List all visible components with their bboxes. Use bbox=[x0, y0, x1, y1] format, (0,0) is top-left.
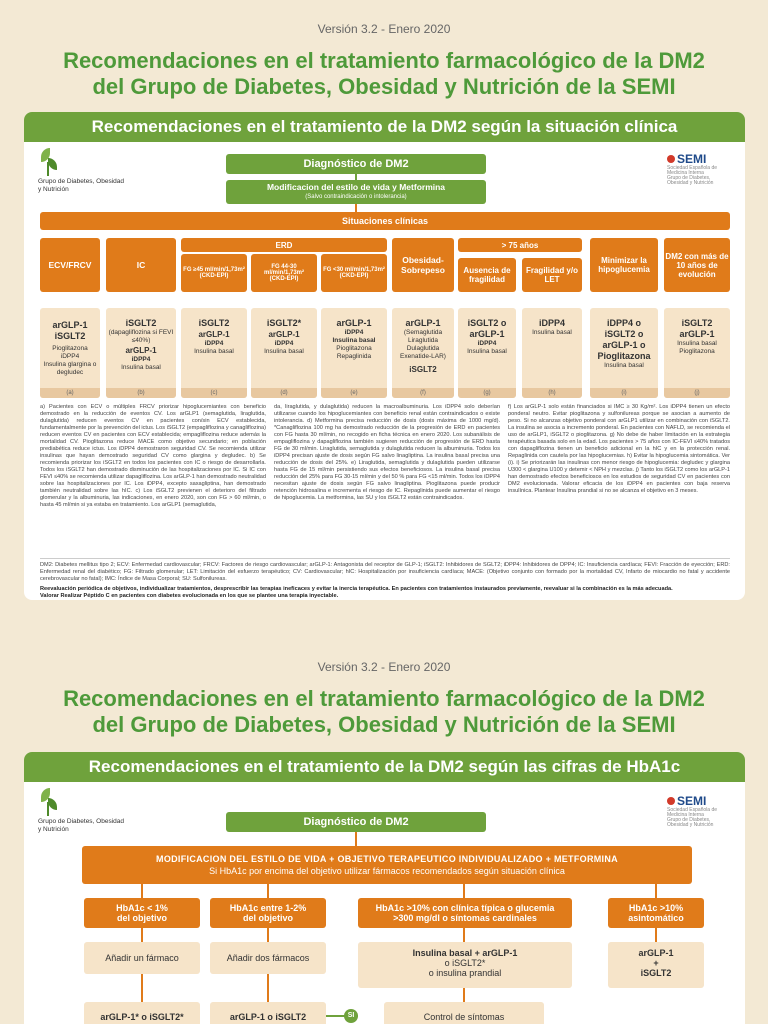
rec-line: Insulina basal bbox=[264, 348, 304, 355]
rec-box-fg44 bbox=[251, 308, 317, 398]
fg30-label: FG <30 ml/min/1,73m² bbox=[323, 267, 385, 273]
rec-line: iSGLT2 o bbox=[604, 329, 644, 339]
connector bbox=[355, 832, 357, 846]
rec-line: (dapagliflozina si FEVI ≤40%) bbox=[108, 329, 174, 344]
main-title-line2: del Grupo de Diabetes, Obesidad y Nutrición de la SEMI bbox=[92, 74, 676, 99]
notes-col3: f) Los arGLP-1 solo están financiados si IMC ≥ 30 Kg/m². Los iDPP4 tienen un efecto ponderal neutro. Evitar pioglitazona y sulfonilureas porque se asocian a aumento de peso. Si no alcanzas objetivo ponderal con arGLP1 utilizar en combinación con iSGLT2. La insulina se asocia a incremento ponderal. En pacientes con NAFLD, se recomienda el uso de arGLP1, iSGLT2 o pioglitazona. g) No debe de haber limitación en la estrategia terapéutica basada solo en la edad. Los pacientes > 75 años con IC-FEVI ≤40% tratados con dapagliflozina tienen un beneficio adicional en la hIC y en la protección renal. Repaglinida con cautela por las hipoglucemias. h) Evitar la hipoglucemia sintomática. Ver (i). i) Se priorizarán las insulinas con menor riesgo de hipoglucemia: degludec y glargina U300 < glargina U100 y detemir < NPH y mezclas. j) Tanto los iSGLT2 como los arGLP-1 han demostrado efectos beneficiosos en los estudios de seguridad CV en pacientes con DM2 evolucionada. Valorar eficacia de los iDPP4 en pacientes con baja reserva insulínica. Plantear Insulina prandial si no se alcanza el objetivo en 3 meses. bbox=[508, 404, 730, 494]
col-head-ecv: ECV/FRCV bbox=[40, 238, 100, 292]
semi-word-2: SEMI bbox=[677, 794, 707, 808]
rec-box-fg30 bbox=[321, 308, 387, 398]
rec-line: iDPP4 bbox=[204, 340, 224, 347]
rec-footnote: (h) bbox=[522, 388, 582, 398]
rec-line: Insulina basal bbox=[121, 364, 161, 371]
connector bbox=[463, 988, 465, 1002]
col-head-frailty: Fragilidad y/o LET bbox=[522, 258, 582, 292]
hba1c-gt10-asym-box bbox=[608, 898, 704, 928]
rec-line: Insulina glargina o degludec bbox=[43, 361, 97, 376]
closing-note-2: Valorar Realizar Péptido C en pacientes con diabetes evolucionada en los que se plantee una terapia inyectable. bbox=[40, 593, 339, 599]
rec-line: arGLP-1 bbox=[52, 320, 88, 330]
semi-sub1-2: Sociedad Española de Medicina Interna bbox=[667, 807, 718, 818]
lifestyle-box-2 bbox=[82, 846, 692, 884]
right-l1: arGLP-1 bbox=[638, 948, 674, 958]
notes-col1: a) Pacientes con ECV o múltiples FRCV priorizar hipoglucemiantes con beneficio demostrado en la reducción de eventos CV. Los arGLP1 (semaglutida, liraglutida, dulaglutida) reducen eventos CV en pacientes con/sin ECV establecida, fundamentalmente por la prevención del ictus. Los iSGLT2 (empagliflozina y canagliflozina) reducen eventos CV en pacientes con ECV establecida; empagliflozina reduce además la mortalidad CV. Pioglitazona reduce MACE como objetivo secundario; en población prediabética reduce ictus. Los iDPP4 demostraron seguridad CV. Se recomienda utilizar insulinas que hayan demostrado seguridad CV como glargina y degludec. b) Se recomienda priorizar los iSGLT2 en todos los pacientes con IC o riesgo de desarrollarla. Todos los iSGLT2 han demostrado disminución de las hospitalizaciones por IC. Si IC con FEVI ≤40% se recomienda utilizar dapagliflozina. Los arGLP-1 han demostrado neutralidad sobre las hospitalizaciones por IC. Los iDPP4, excepto saxagliptina, han demostrado también neutralidad sobre las hIC. c) Los iSGLT2 previenen el deterioro del filtrado glomerular y la albuminuria, las indicaciones, en enero 2020, son con FG > 60 ml/min, o hasta 45 ml/min si ya estaba en tratamiento. Los arGLP1 (semaglutida, bbox=[40, 404, 266, 508]
glp1-sglt2-box bbox=[608, 942, 704, 988]
rec-line: iSGLT2* bbox=[266, 318, 302, 328]
rec-box-ecv bbox=[40, 308, 100, 398]
connector bbox=[141, 884, 143, 898]
rec-box-dm2-10y bbox=[664, 308, 730, 398]
col-head-fg45 bbox=[181, 254, 247, 292]
leaf-icon bbox=[38, 788, 60, 816]
rec-box-hypoglycemia bbox=[590, 308, 658, 398]
connector bbox=[463, 884, 465, 898]
rec-box-obesity bbox=[392, 308, 454, 398]
rec-line: iDPP4 o bbox=[606, 318, 641, 328]
lifestyle-sub: (Salvo contraindicación o intolerancia) bbox=[305, 194, 407, 200]
semi-sub2-2: Grupo de Diabetes, Obesidad y Nutrición bbox=[667, 817, 714, 828]
fg44-label: FG 44-30 ml/min/1,73m² bbox=[263, 264, 304, 276]
rec-line: Repaglinida bbox=[336, 353, 372, 360]
hba1c-gt10a-l2: asintomático bbox=[628, 913, 684, 923]
insulin-l2: o iSGLT2* bbox=[444, 958, 486, 968]
rec-line: iDPP4 bbox=[538, 318, 565, 328]
rec-line: arGLP-1 bbox=[268, 330, 300, 339]
col-head-hypoglycemia: Minimizar la hipoglucemia bbox=[590, 238, 658, 292]
rec-line: iSGLT2 o bbox=[467, 318, 507, 328]
connector bbox=[463, 928, 465, 942]
rec-line: arGLP-1 bbox=[679, 329, 715, 339]
rec-box-no-frailty bbox=[458, 308, 516, 398]
connector bbox=[267, 928, 269, 942]
gdon-logo bbox=[38, 148, 128, 194]
col-head-dm2-10y: DM2 con más de 10 años de evolución bbox=[664, 238, 730, 292]
connector bbox=[355, 204, 357, 212]
main-title-2-line2: del Grupo de Diabetes, Obesidad y Nutrición de la SEMI bbox=[92, 712, 676, 737]
rec-box-fg45 bbox=[181, 308, 247, 398]
semi-logo-2 bbox=[667, 794, 727, 828]
rec-line: iSGLT2 bbox=[198, 318, 230, 328]
rec-line: Insulina basal bbox=[604, 362, 644, 369]
right-l2: + bbox=[653, 958, 659, 968]
panel-title-2: Recomendaciones en el tratamiento de la DM2 según las cifras de HbA1c bbox=[24, 752, 745, 782]
hba1c-lt1-l2: del objetivo bbox=[116, 913, 167, 923]
gdon-logo-2 bbox=[38, 788, 128, 834]
rec-line: iSGLT2 bbox=[409, 365, 437, 374]
rec-line: iSGLT2 bbox=[681, 318, 713, 328]
rec-footnote: (j) bbox=[664, 388, 730, 398]
notes-col2: da, liraglutida, y dulaglutida) reducen la macroalbuminuria. Los iDPP4 solo deberían utilizarse cuando los hipoglucemiantes con beneficio renal están contraindicados o existe intolerancia. d) Metformina precisa reducción de dosis (dosis máxima de 1000 mg/d). *Canagliflozina 100 mg ha demostrado reducción de la progresión de ERD en pacientes con FG hasta 30 ml/min, no recogido en ficha técnica en enero 2020. Los subanálisis de empagliflozina y dapagliflozina también sugieren reducción de progresión de ERD hasta FG de 30 ml/min. Liraglutida, semaglutida y dulaglutida reducen la albuminuria. Todos los iDPP4 precisan ajuste de dosis según FG salvo linagliptina. La insulina basal precisa una reducción de dosis del 25%. e) Liraglutida, semaglutida y dulaglutida pueden utilizarse hasta FG de 15 ml/min persistiendo sus efectos beneficiosos. La insulina basal precisa reducción del 25% para FG 30-15 ml/min y del 50 % para FG <15 ml/min. Todos los iDPP4 necesitan ajuste de dosis según FG salvo linagliptina. Pioglitazona puede producir retención hidrosalina e incrementa el riesgo de IC. Repaglinida puede aumentar el riesgo de hipoglucemia. La metformina, las SU y los iSGLT2 están contraindicados. bbox=[274, 404, 500, 501]
rec-footnote: (d) bbox=[251, 388, 317, 398]
col-head-no-frailty: Ausencia de fragilidad bbox=[458, 258, 516, 292]
rec-line: arGLP-1 bbox=[125, 346, 157, 355]
leaf-icon bbox=[38, 148, 60, 176]
rec-footnote: (i) bbox=[590, 388, 658, 398]
rec-line: Pioglitazona bbox=[679, 348, 715, 355]
add-one-drug-box: Añadir un fármaco bbox=[84, 942, 200, 974]
rec-line: iDPP4 bbox=[60, 353, 80, 360]
hba1c-12-l2: del objetivo bbox=[242, 913, 293, 923]
bottom-option-2: arGLP-1 o iSGLT2 bbox=[210, 1002, 326, 1024]
rec-line: iSGLT2 bbox=[54, 331, 86, 341]
fg44-sub: (CKD-EPI) bbox=[269, 276, 299, 282]
connector bbox=[267, 884, 269, 898]
connector bbox=[655, 928, 657, 942]
bottom-option-1: arGLP-1* o iSGLT2* bbox=[84, 1002, 200, 1024]
hba1c-gt10s-l2: >300 mg/dl o síntomas cardinales bbox=[393, 913, 537, 923]
hba1c-gt10s-l1: HbA1c >10% con clínica típica o glucemia bbox=[375, 903, 555, 913]
version-label: Versión 3.2 - Enero 2020 bbox=[317, 22, 451, 36]
semi-sub1: Sociedad Española de Medicina Interna bbox=[667, 165, 718, 176]
rec-line: arGLP-1 bbox=[336, 318, 372, 328]
rec-footnote: (f) bbox=[392, 388, 454, 398]
right-l3: iSGLT2 bbox=[640, 968, 672, 978]
fg45-sub: (CKD-EPI) bbox=[199, 273, 229, 279]
rec-line: Insulina basal bbox=[532, 329, 572, 336]
gt75-box: > 75 años bbox=[458, 238, 582, 252]
semi-word: SEMI bbox=[677, 152, 707, 166]
hba1c-1-2-box bbox=[210, 898, 326, 928]
add-two-drugs-box: Añadir dos fármacos bbox=[210, 942, 326, 974]
panel-title: Recomendaciones en el tratamiento de la DM2 según la situación clínica bbox=[24, 112, 745, 142]
situation-panel bbox=[24, 112, 745, 600]
lifestyle-title-2: MODIFICACION DEL ESTILO DE VIDA + OBJETIVO TERAPEUTICO INDIVIDUALIZADO + METFORMINA bbox=[156, 854, 618, 864]
divider bbox=[40, 558, 730, 559]
connector bbox=[267, 974, 269, 1002]
rec-line: Pioglitazona bbox=[336, 345, 372, 352]
rec-footnote: (b) bbox=[106, 388, 176, 398]
col-head-ic: IC bbox=[106, 238, 176, 292]
rec-line: (Semaglutida Liraglutida Dulaglutida Exenatide-LAR) bbox=[400, 329, 446, 360]
si-badge: SI bbox=[344, 1009, 358, 1023]
hba1c-gt10-symptoms-box bbox=[358, 898, 572, 928]
rec-footnote: (e) bbox=[321, 388, 387, 398]
rec-line: Pioglitazona bbox=[52, 345, 88, 352]
rec-line: arGLP-1 bbox=[469, 329, 505, 339]
rec-line: iDPP4 bbox=[477, 340, 497, 347]
lifestyle-box bbox=[226, 180, 486, 204]
lifestyle-title: Modificacion del estilo de vida y Metformina bbox=[266, 182, 446, 192]
rec-line: iDPP4 bbox=[131, 356, 151, 363]
hba1c-panel bbox=[24, 752, 745, 1024]
situations-box: Situaciones clínicas bbox=[40, 212, 730, 230]
rec-line: Insulina basal bbox=[677, 340, 717, 347]
fg30-sub: (CKD-EPI) bbox=[339, 273, 369, 279]
hba1c-gt10a-l1: HbA1c >10% bbox=[628, 903, 684, 913]
rec-line: iDPP4 bbox=[344, 329, 364, 336]
insulin-l3: o insulina prandial bbox=[428, 968, 502, 978]
diagnosis-box-2: Diagnóstico de DM2 bbox=[226, 812, 486, 832]
semi-sub2: Grupo de Diabetes, Obesidad y Nutrición bbox=[667, 175, 714, 186]
main-title-2-line1: Recomendaciones en el tratamiento farmacológico de la DM2 bbox=[63, 686, 705, 711]
logo-text: Grupo de Diabetes, Obesidad y Nutrición bbox=[38, 178, 124, 193]
rec-line: Insulina basal bbox=[332, 337, 376, 344]
rec-line: iSGLT2 bbox=[125, 318, 157, 328]
hba1c-12-l1: HbA1c entre 1-2% bbox=[229, 903, 307, 913]
semi-logo bbox=[667, 152, 727, 186]
rec-line: Insulina basal bbox=[194, 348, 234, 355]
hba1c-lt1-box bbox=[84, 898, 200, 928]
col-head-fg44 bbox=[251, 254, 317, 292]
rec-line: arGLP-1 bbox=[198, 330, 230, 339]
rec-box-frailty bbox=[522, 308, 582, 398]
rec-footnote: (c) bbox=[181, 388, 247, 398]
erd-box: ERD bbox=[181, 238, 387, 252]
col-head-obesity: Obesidad-Sobrepeso bbox=[392, 238, 454, 292]
connector bbox=[655, 884, 657, 898]
rec-line: arGLP-1 o bbox=[602, 340, 646, 350]
rec-footnote: (a) bbox=[40, 388, 100, 398]
version-label-2: Versión 3.2 - Enero 2020 bbox=[317, 660, 451, 674]
connector bbox=[141, 928, 143, 942]
symptom-control-box: Control de síntomas bbox=[384, 1002, 544, 1024]
rec-footnote: (g) bbox=[458, 388, 516, 398]
semi-dot-icon bbox=[667, 155, 675, 163]
logo-text-2: Grupo de Diabetes, Obesidad y Nutrición bbox=[38, 818, 124, 833]
main-title-line1: Recomendaciones en el tratamiento farmacológico de la DM2 bbox=[63, 48, 705, 73]
hba1c-lt1-l1: HbA1c < 1% bbox=[116, 903, 168, 913]
connector bbox=[141, 974, 143, 1002]
rec-line: iDPP4 bbox=[274, 340, 294, 347]
insulin-l1: Insulina basal + arGLP-1 bbox=[412, 948, 518, 958]
abbreviations: DM2: Diabetes mellitus tipo 2; ECV: Enfermedad cardiovascular; FRCV: Factores de riesgo cardiovascular; arGLP-1: Antagonista del receptor de GLP-1; iSGLT2: Inhibidores de SGLT2; iDPP4: Inhibidores de DPP4; IC: Insuficiencia cardíaca; FEVI: Fracción de eyección; ERD: Enfermedad renal del diabético; FG: Filtrado glomerular; LET: Limitación del esfuerzo terapéutico; CV: Cardiovascular; hIC: Hospitalización por insuficiencia cardíaca; MACE: (Objetivo conjunto con formado por la mortalidad CV, Infarto de miocardio no fatal y accidente cerebrovascular no fatal); IMC: Índice de Masa Corporal; SU: Sulfonilureas. bbox=[40, 562, 730, 582]
insulin-box bbox=[358, 942, 572, 988]
rec-line: Pioglitazona bbox=[597, 351, 651, 361]
rec-box-ic bbox=[106, 308, 176, 398]
semi-dot-icon bbox=[667, 797, 675, 805]
lifestyle-sub-2: Si HbA1c por encima del objetivo utilizar fármacos recomendados según situación clínica bbox=[209, 866, 565, 876]
rec-line: arGLP-1 bbox=[405, 318, 441, 328]
closing-note-1: Reevaluación periódica de objetivos, individualizar tratamientos, desprescribir las terapias ineficaces y evitar la inercia terapéutica. En pacientes con tratamientos instaurados previamente, reevaluar si la combinación es la más adecuada. bbox=[40, 586, 673, 592]
col-head-fg30 bbox=[321, 254, 387, 292]
rec-line: Insulina basal bbox=[467, 348, 507, 355]
fg45-label: FG ≥45 ml/min/1,73m² bbox=[183, 267, 245, 273]
diagnosis-box: Diagnóstico de DM2 bbox=[226, 154, 486, 174]
